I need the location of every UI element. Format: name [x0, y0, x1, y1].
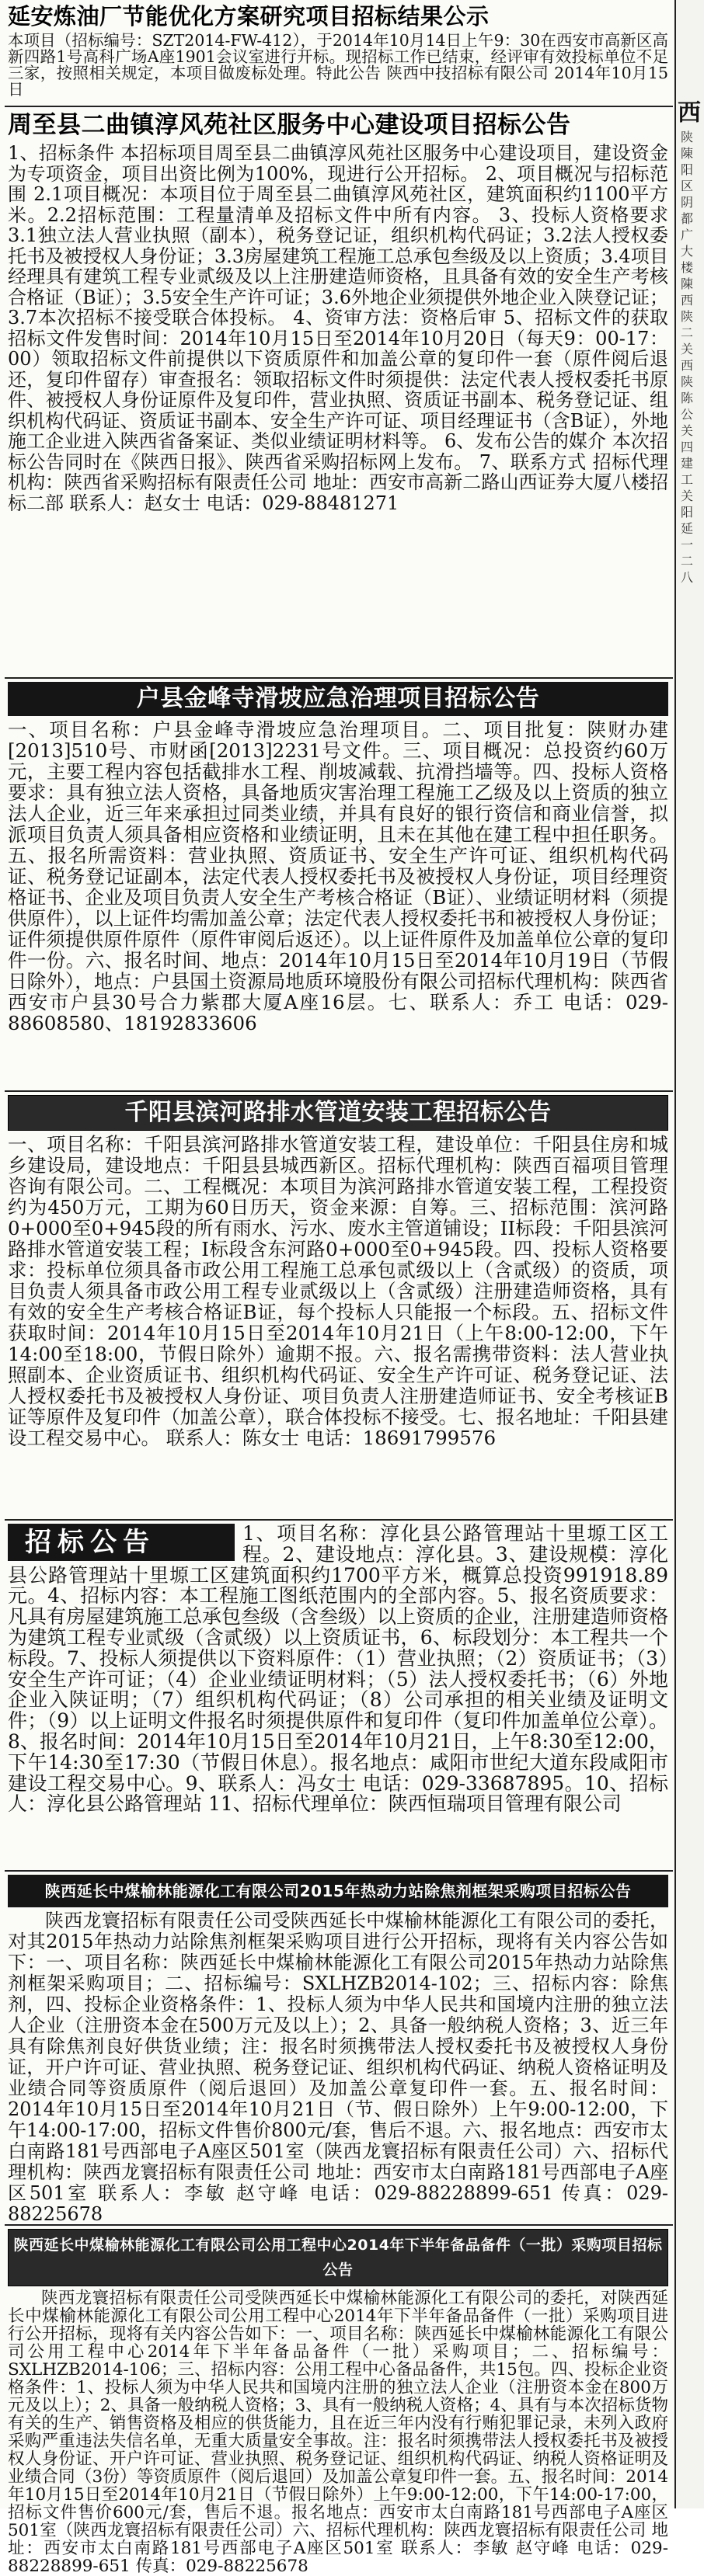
- adjacent-char: 区: [681, 179, 694, 193]
- adjacent-char: 公: [681, 407, 694, 422]
- notice-body: 1、项目名称：淳化县公路管理站十里塬工区工程。2、建设地点：淳化县。3、建设规模：淳化县公路管理站十里塬工区建筑面积约1700平方米，概算总投资991918.89元。4、招标内容：本工程施工图纸范围内的全部内容。5、报名资质要求：凡具有房屋建筑施工总承包叁级（含叁级）以上资质的企业，注册建造师资格为建筑工程专业贰级（含贰级）以上资质证书，6、标段划分：本工程共一个标段。7、投标人须提供以下资料原件：（1）营业执照；（2）资质证书；（3）安全生产许可证；（4）企业业绩证明材料；（5）法人授权委托书；（6）外地企业入陕证明；（7）组织机构代码证；（8）公司承担的相关业绩及证明文件；（9）以上证明文件报名时须提供原件和复印件（复印件加盖单位公章）。8、报名时间：2014年10月15日至2014年10月21日，上午8:30至12:00，下午14:30至17:30（节假日休息）。报名地点：咸阳市世纪大道东段咸阳市建设工程交易中心。9、联系人：冯女士 电话：029-33687895。10、招标人：淳化县公路管理站 11、招标代理单位：陕西恒瑞项目管理有限公司: [8, 1522, 669, 1816]
- adjacent-char: 陕: [681, 309, 694, 324]
- notice-title: 延安炼油厂节能优化方案研究项目招标结果公示: [8, 3, 490, 30]
- adjacent-char: 八: [681, 570, 694, 585]
- adjacent-char: 二: [681, 325, 694, 340]
- notice-huxian-landslide: [5, 679, 673, 1092]
- adjacent-char: 都: [681, 211, 694, 226]
- adjacent-char: 四: [681, 440, 694, 454]
- adjacent-char: 阴: [681, 195, 694, 210]
- notice-yanan-refinery-result: [5, 0, 673, 107]
- notice-zhouzhi-community-center: [5, 107, 673, 679]
- adjacent-char: 广: [681, 228, 694, 242]
- adjacent-char: 阳: [681, 162, 694, 177]
- adjacent-char: 一: [681, 537, 694, 552]
- adjacent-char: 阳: [681, 505, 694, 520]
- adjacent-char: 西: [681, 293, 694, 308]
- notice-body: 陕西龙寰招标有限责任公司受陕西延长中煤榆林能源化工有限公司的委托，对陕西延长中煤榆林能源化工有限公司公用工程中心2014年下半年备品备件（一批）采购项目进行公开招标，现将有关内容公告如下：一、项目名称：陕西延长中煤榆林能源化工有限公司公用工程中心2014年下半年备品备件（一批）采购项目；二、招标编号：SXLHZB2014-106；三、招标内容：公用工程中心备品备件，共15包。四、投标企业资格条件：1、投标人须为中华人民共和国境内注册的独立法人企业（注册资本金在800万元及以上）；2、具备一般纳税人资格；3、具有一般纳税人资格；4、具有与本次招标货物有关的生产、销售资格及相应的供货能力，且在近三年内没有行贿犯罪记录，未列入政府采购严重违法失信名单，无重大质量安全事故。注：报名时须携带法人授权委托书及被授权人身份证、开户许可证、营业执照、税务登记证、组织机构代码证、纳税人资格证明及业绩合同（3份）等资质原件（阅后退回）及加盖公章复印件一套。五、报名时间：2014年10月15日至2014年10月21日（节假日除外）上午9:00-12:00，下午14:00-17:00，招标文件售价600元/套，售后不退。报名地点：西安市太白南路181号西部电子A座区501室（陕西龙寰招标有限责任公司）六、招标代理机构：陕西龙寰招标有限责任公司 地址：西安市太白南路181号西部电子A座区501室 联系人：李敏 赵守峰 电话：029-88228899-651 传真：029-88225678: [8, 2289, 668, 2576]
- adjacent-char: 陕: [681, 130, 694, 144]
- adjacent-text-fragments: [676, 129, 704, 586]
- notice-chunhua-road-station: [5, 1521, 673, 1872]
- adjacent-char: 建: [681, 456, 694, 471]
- notice-yulin-coke-remover: [5, 1872, 673, 2226]
- notice-title: 周至县二曲镇淳风苑社区服务中心建设项目招标公告: [8, 111, 571, 139]
- notice-title: 户县金峰寺滑坡应急治理项目招标公告: [8, 682, 668, 716]
- notice-title: 陕西延长中煤榆林能源化工有限公司公用工程中心2014年下半年备品备件（一批）采购项目招标公告: [8, 2229, 668, 2286]
- adjacent-char: 关: [681, 423, 694, 438]
- notice-body: 一、项目名称：户县金峰寺滑坡应急治理项目。二、项目批复：陕财办建[2013]510号、市财函[2013]2231号文件。三、项目概况：总投资约60万元，主要工程内容包括截排水工程、削坡减载、抗滑挡墙等。四、投标人资格要求：具有独立法人资格，具备地质灾害治理工程施工乙级及以上资质的独立法人企业，近三年来承担过同类业绩，并具有良好的银行资信和商业信誉，拟派项目负责人须具备相应资格和业绩证明，且未在其他在建工程中担任职务。五、报名所需资料：营业执照、资质证书、安全生产许可证、组织机构代码证、税务登记证副本，法定代表人授权委托书及被授权人身份证，项目经理资格证书、企业及项目负责人安全生产考核合格证（B证）、业绩证明材料（须提供原件），以上证件均需加盖公章；法定代表人授权委托书和被授权人身份证；证件须提供原件原件（原件审阅后返还）。以上证件原件及加盖单位公章的复印件一份。六、报名时间、地点：2014年10月15日至2014年10月19日（节假日除外），地点：户县国土资源局地质环境股份有限公司招标代理机构：陕西省西安市户县30号合力紫郡大厦A座16层。七、联系人：乔工 电话：029-88608580、18192833606: [8, 718, 668, 1034]
- adjacent-char: 关: [681, 488, 694, 503]
- notice-title: 陕西延长中煤榆林能源化工有限公司2015年热动力站除焦剂框架采购项目招标公告: [8, 1875, 668, 1907]
- notice-yulin-spare-parts: [5, 2226, 673, 2576]
- notice-body: 本项目（招标编号：SZT2014-FW-412），于2014年10月14日上午9：30在西安市高新区高新四路1号高科广场A座1901会议室进行开标。现招标工作已结束，经评审有效投标单位不足三家，按照相关规定，本项目做废标处理。特此公告 陕西中技招标有限公司 2014年10月15日: [8, 31, 668, 99]
- adjacent-char: 工: [681, 472, 694, 487]
- adjacent-char: 陕: [681, 374, 694, 389]
- notice-body: 1、招标条件 本招标项目周至县二曲镇淳风苑社区服务中心建设项目，建设资金为专项资金，项目出资比例为100%，现进行公开招标。 2、项目概况与招标范围 2.1项目概况：本项目位于周至县二曲镇淳风苑社区，建筑面积约1100平方米。2.2招标范围：工程量清单及招标文件中所有内容。 3、投标人资格要求 3.1独立法人营业执照（副本），税务登记证，组织机构代码证；3.2法人授权委托书及被授权人身份证；3.3房屋建筑工程施工总承包叁级及以上资质；3.4项目经理具有建筑工程专业贰级及以上注册建造师资格，且具备有效的安全生产考核合格证（B证）；3.5安全生产许可证；3.6外地企业须提供外地企业入陕登记证；3.7本次招标不接受联合体投标。 4、资审方法：资格后审 5、招标文件的获取 招标文件发售时间：2014年10月15日至2014年10月20日（每天9：00-17：00）领取招标文件前提供以下资质原件和加盖公章的复印件一套（原件阅后退还，复印件留存）审查报名：领取招标文件时须提供：法定代表人授权委托书原件、被授权人身份证原件及复印件，营业执照、资质证书副本、税务登记证、组织机构代码证、资质证书副本、安全生产许可证、项目经理证书（含B证），外地施工企业进入陕西省备案证、类似业绩证明材料等。 6、发布公告的媒介 本次招标公告同时在《陕西日报》、陕西省采购招标网上发布。 7、联系方式 招标代理机构：陕西省采购招标有限责任公司 地址：西安市高新二路山西证券大厦八楼招标二部 联系人：赵女士 电话：029-88481271: [8, 142, 668, 514]
- adjacent-title-fragment: 西: [678, 99, 701, 127]
- adjacent-char: 关: [681, 342, 694, 356]
- notice-qianyang-drainage: [5, 1092, 673, 1521]
- adjacent-char: 陳: [681, 276, 694, 291]
- adjacent-char: 大: [681, 244, 694, 259]
- adjacent-char: 延: [681, 521, 694, 536]
- notice-body: 陕西龙寰招标有限责任公司受陕西延长中煤榆林能源化工有限公司的委托，对其2015年热动力站除焦剂框架采购项目进行公开招标，现将有关内容公告如下：一、项目名称：陕西延长中煤榆林能源化工有限公司2015年热动力站除焦剂框架采购项目；二、招标编号：SXLHZB2014-102；三、招标内容：除焦剂，四、投标企业资格条件：1、投标人须为中华人民共和国境内注册的独立法人企业（注册资本金在500万元及以上）；2、具备一般纳税人资格；3、近三年具有除焦剂良好供货业绩；注：报名时须携带法人授权委托书及被授权人身份证，开户许可证、营业执照、税务登记证、组织机构代码证、纳税人资格证明及业绩合同等资质原件（阅后退回）及加盖公章复印件一套。五、报名时间：2014年10月15日至2014年10月21日（节、假日除外）上午9:00-12:00，下午14:00-17:00，招标文件售价800元/套，售后不退。六、报名地点：西安市太白南路181号西部电子A座区501室（陕西龙寰招标有限责任公司）六、招标代理机构：陕西龙寰招标有限责任公司 地址：西安市太白南路181号西部电子A座区501室 联系人：李敏 赵守峰 电话：029-88228899-651 传真：029-88225678: [8, 1910, 668, 2225]
- adjacent-char: 西: [681, 358, 694, 373]
- adjacent-char: 陈: [681, 391, 694, 405]
- adjacent-char: 陳: [681, 146, 694, 161]
- adjacent-char: 楼: [681, 260, 694, 275]
- notice-column: [5, 0, 673, 2576]
- notice-body: 一、项目名称：千阳县滨河路排水管道安装工程，建设单位：千阳县住房和城乡建设局，建设地点：千阳县县城西新区。招标代理机构：陕西百福项目管理咨询有限公司。二、工程概况：本项目为滨河路排水管道安装工程，工程投资约为450万元，工期为60日历天，资金来源：自筹。三、招标范围：滨河路0+000至0+945段的所有雨水、污水、废水主管道铺设；II标段：千阳县滨河路排水管道安装工程；I标段含东河路0+000至0+945段。四、投标人资格要求：投标单位须具备市政公用工程施工总承包贰级以上（含贰级）的资质，项目负责人须具备市政公用工程专业贰级以上（含贰级）注册建造师资格，具有有效的安全生产考核合格证B证，每个投标人只能报一个标段。五、招标文件获取时间：2014年10月15日至2014年10月21日（上午8:00-12:00，下午14:00至18:00，节假日除外）逾期不报。六、报名需携带资料：法人营业执照副本、企业资质证书、组织机构代码证、安全生产许可证、税务登记证、法人授权委托书及被授权人身份证、项目负责人注册建造师证书、安全考核证B证等原件及复印件（加盖公章），联合体投标不接受。七、报名地址：千阳县建设工程交易中心。 联系人：陈女士 电话：18691799576: [8, 1133, 668, 1449]
- adjacent-char: 二: [681, 554, 694, 568]
- adjacent-column-strip: [674, 0, 704, 2508]
- notice-title: 招标公告: [8, 1524, 235, 1561]
- notice-title: 千阳县滨河路排水管道安装工程招标公告: [8, 1095, 668, 1131]
